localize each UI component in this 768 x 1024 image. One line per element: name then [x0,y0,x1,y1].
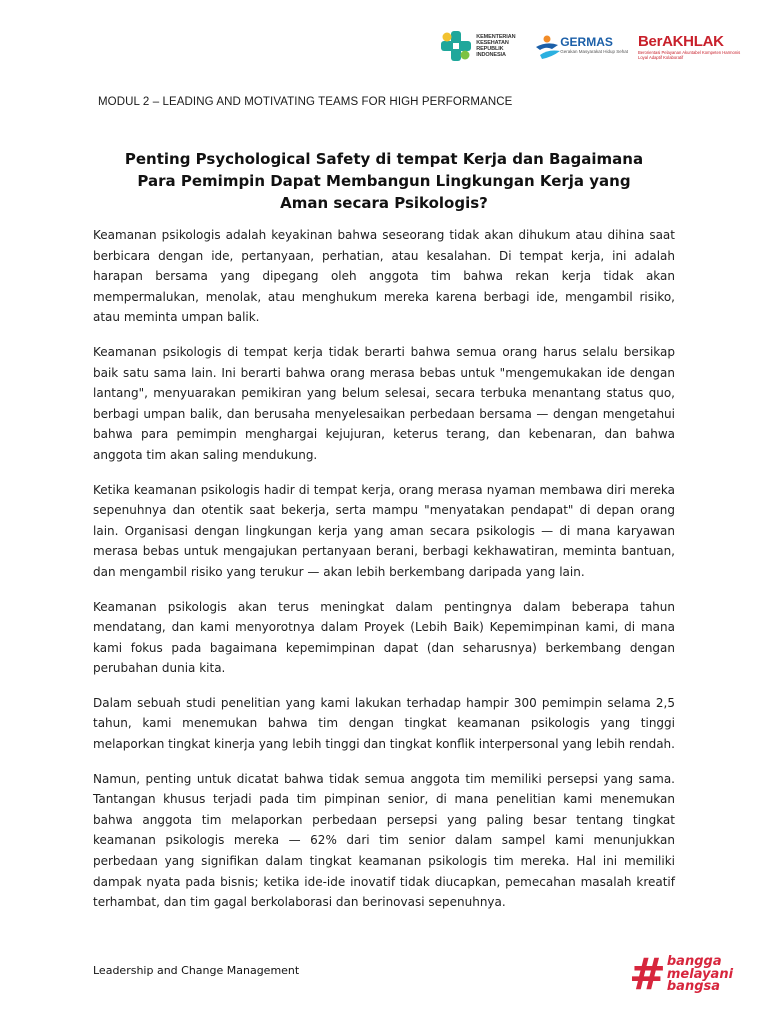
paragraph: Dalam sebuah studi penelitian yang kami lakukan terhadap hampir 300 pemimpin selama 2,5 tahun, kami menemukan bahwa tim dengan tingkat keamanan psikologis yang tinggi melaporkan tingkat kinerja yang lebih tinggi dan tingkat konflik interpersonal yang lebih rendah. [93,695,675,752]
logo-line: bangga [666,954,722,969]
germas-logo [534,34,628,54]
article-body [93,225,675,927]
module-label: MODUL 2 – LEADING AND MOTIVATING TEAMS FOR HIGH PERFORMANCE [98,96,513,108]
header-logos [439,24,748,68]
hashtag-icon: # [629,949,666,1000]
title-line: Aman secara Psikologis? [280,194,488,212]
logo-line: bangsa [666,979,721,994]
bangga-melayani-bangsa-logo [629,949,734,1000]
title-line: Penting Psychological Safety di tempat Kerja dan Bagaimana [124,150,644,168]
logo-line: melayani [666,966,734,982]
title-line: Para Pemimpin Dapat Membangun Lingkungan Kerja yang [137,172,631,190]
kemenkes-logo [439,29,518,63]
paragraph: Keamanan psikologis di tempat kerja tidak berarti bahwa semua orang harus selalu bersikap baik satu sama lain. Ini berarti bahwa orang merasa bebas untuk "mengemukakan ide dengan lantang", menyuarakan pemikiran yang belum selesai, secara terbuka menantang status quo, berbagi umpan balik, dan berusaha menyelesaikan perbedaan bersama — dengan mengetahui bahwa para pemimpin menghargai kejujuran, keterus terang, dan kebenaran, dan bahwa anggota tim akan saling mendukung. [93,344,675,462]
berakhlak-subtitle: Berorientasi Pelayanan Akuntabel Kompeten Harmonis Loyal Adaptif Kolaboratif [638,49,741,60]
bangga-melayani-bangsa-text [667,956,733,994]
footer-text: Leadership and Change Management [93,964,300,977]
paragraph: Ketika keamanan psikologis hadir di tempat kerja, orang merasa nyaman membawa diri mereka sepenuhnya dan otentik saat bekerja, serta mampu "menyatakan pendapat" di depan orang lain. Organisasi dengan lingkungan kerja yang aman secara psikologis — di mana karyawan merasa bebas untuk mengajukan pertanyaan berani, berbagi kekhawatiran, meminta bantuan, dan mengambil risiko yang terukur — akan lebih berkembang daripada yang lain. [93,482,675,579]
germas-word: GERMAS [560,34,613,49]
berakhlak-logo [638,33,748,60]
paragraph: Namun, penting untuk dicatat bahwa tidak semua anggota tim memiliki persepsi yang sama. Tantangan khusus terjadi pada tim pimpinan senior, di mana penelitian kami menemukan bahwa anggota tim melaporkan perbedaan persepsi yang paling besar tentang tingkat keamanan psikologis mereka — 62% dari tim senior dalam sampel kami menunjukkan perbedaan yang signifikan dalam tingkat keamanan psikologis tim mereka. Hal ini memiliki dampak nyata pada bisnis; ketika ide-ide inovatif tidak diucapkan, pemecahan masalah kreatif terhambat, dan tim gagal berkolaborasi dan berinovasi sepenuhnya. [93,771,675,910]
paragraph: Keamanan psikologis adalah keyakinan bahwa seseorang tidak akan dihukum atau dihina saat berbicara dengan ide, pertanyaan, perhatian, atau kesalahan. Di tempat kerja, ini adalah harapan bersama yang dipegang oleh anggota tim bahwa rekan kerja tidak akan mempermalukan, menolak, atau menghukum mereka karena berbagi ide, mengambil risiko, atau meminta umpan balik. [93,228,675,325]
page-title [84,148,684,214]
kemenkes-emblem-icon [439,29,473,63]
paragraph: Keamanan psikologis akan terus meningkat dalam pentingnya dalam beberapa tahun mendatang, dan kami menyorotnya dalam Proyek (Lebih Baik) Kepemimpinan kami, di mana kami fokus pada bagaimana kepemimpinan dapat (dan seharusnya) berkembang dengan perubahan dunia kita. [93,599,675,676]
berakhlak-word: BerAKHLAK [638,32,724,50]
germas-subtitle: Gerakan Masyarakat Hidup Sehat [560,48,628,54]
germas-figure-icon [534,35,562,61]
kemenkes-text: KEMENTERIAN KESEHATAN REPUBLIK INDONESIA [476,34,516,58]
